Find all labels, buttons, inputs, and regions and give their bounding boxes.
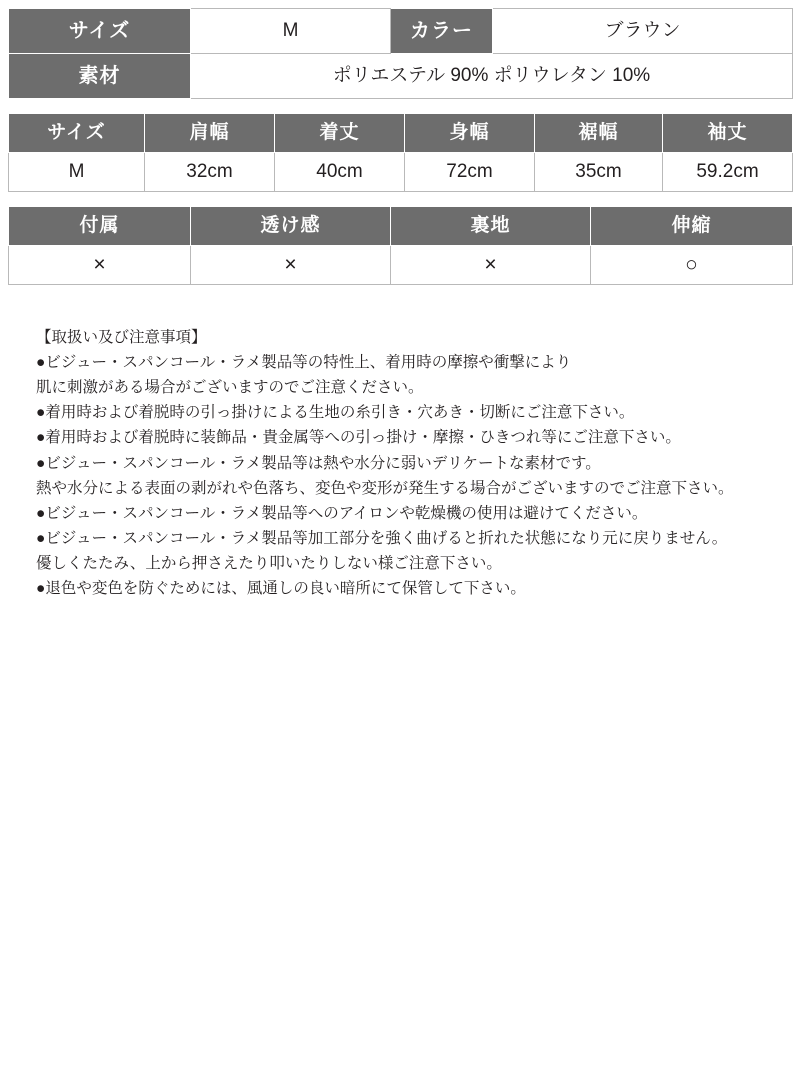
table-row — [9, 9, 793, 54]
spec-label-material: 素材 — [9, 54, 191, 99]
care-notes — [8, 325, 792, 601]
measurement-cell-sleeve: 59.2cm — [663, 153, 793, 192]
spec-label-color: カラー — [391, 9, 493, 54]
spec-value-material: ポリエステル 90% ポリウレタン 10% — [191, 54, 793, 99]
attribute-table — [8, 206, 793, 285]
attribute-header-sheerness: 透け感 — [191, 207, 391, 246]
spec-label-size: サイズ — [9, 9, 191, 54]
attribute-header-lining: 裏地 — [391, 207, 591, 246]
table-header-row — [9, 114, 793, 153]
measurement-header-size: サイズ — [9, 114, 145, 153]
measurement-cell-shoulder: 32cm — [145, 153, 275, 192]
attribute-cell-stretch: ○ — [591, 246, 793, 285]
attribute-header-stretch: 伸縮 — [591, 207, 793, 246]
measurement-cell-size: M — [9, 153, 145, 192]
care-note-line: ●ビジュー・スパンコール・ラメ製品等加工部分を強く曲げると折れた状態になり元に戻りません。 — [36, 529, 728, 547]
attribute-cell-accessory: × — [9, 246, 191, 285]
measurement-cell-width: 72cm — [405, 153, 535, 192]
attribute-cell-sheerness: × — [191, 246, 391, 285]
spec-value-color: ブラウン — [493, 9, 793, 54]
table-row — [9, 153, 793, 192]
measurement-header-sleeve: 袖丈 — [663, 114, 793, 153]
measurement-header-length: 着丈 — [275, 114, 405, 153]
spec-value-size: M — [191, 9, 391, 54]
measurement-cell-hem: 35cm — [535, 153, 663, 192]
care-note-line: ●ビジュー・スパンコール・ラメ製品等の特性上、着用時の摩擦や衝撃により — [36, 354, 572, 372]
table-row — [9, 54, 793, 99]
care-note-line: 優しくたたみ、上から押さえたり叩いたりしない様ご注意下さい。 — [36, 554, 502, 572]
measurement-header-width: 身幅 — [405, 114, 535, 153]
care-note-line: ●退色や変色を防ぐためには、風通しの良い暗所にて保管して下さい。 — [36, 580, 526, 598]
care-note-line: ●ビジュー・スパンコール・ラメ製品等は熱や水分に弱いデリケートな素材です。 — [36, 454, 601, 472]
table-header-row — [9, 207, 793, 246]
care-notes-title: 【取扱い及び注意事項】 — [36, 329, 207, 346]
care-note-line: ●ビジュー・スパンコール・ラメ製品等へのアイロンや乾燥機の使用は避けてください。 — [36, 504, 648, 522]
care-note-line: ●着用時および着脱時の引っ掛けによる生地の糸引き・穴あき・切断にご注意下さい。 — [36, 404, 635, 422]
table-row — [9, 246, 793, 285]
care-note-line: 肌に刺激がある場合がございますのでご注意ください。 — [36, 379, 424, 397]
measurement-header-hem: 裾幅 — [535, 114, 663, 153]
attribute-cell-lining: × — [391, 246, 591, 285]
measurement-cell-length: 40cm — [275, 153, 405, 192]
attribute-header-accessory: 付属 — [9, 207, 191, 246]
care-note-line: 熱や水分による表面の剥がれや色落ち、変色や変形が発生する場合がございますのでご注意下さい。 — [36, 479, 734, 497]
measurement-header-shoulder: 肩幅 — [145, 114, 275, 153]
measurement-table — [8, 113, 793, 192]
care-note-line: ●着用時および着脱時に装飾品・貴金属等への引っ掛け・摩擦・ひきつれ等にご注意下さい。 — [36, 429, 681, 447]
spec-table — [8, 8, 793, 99]
